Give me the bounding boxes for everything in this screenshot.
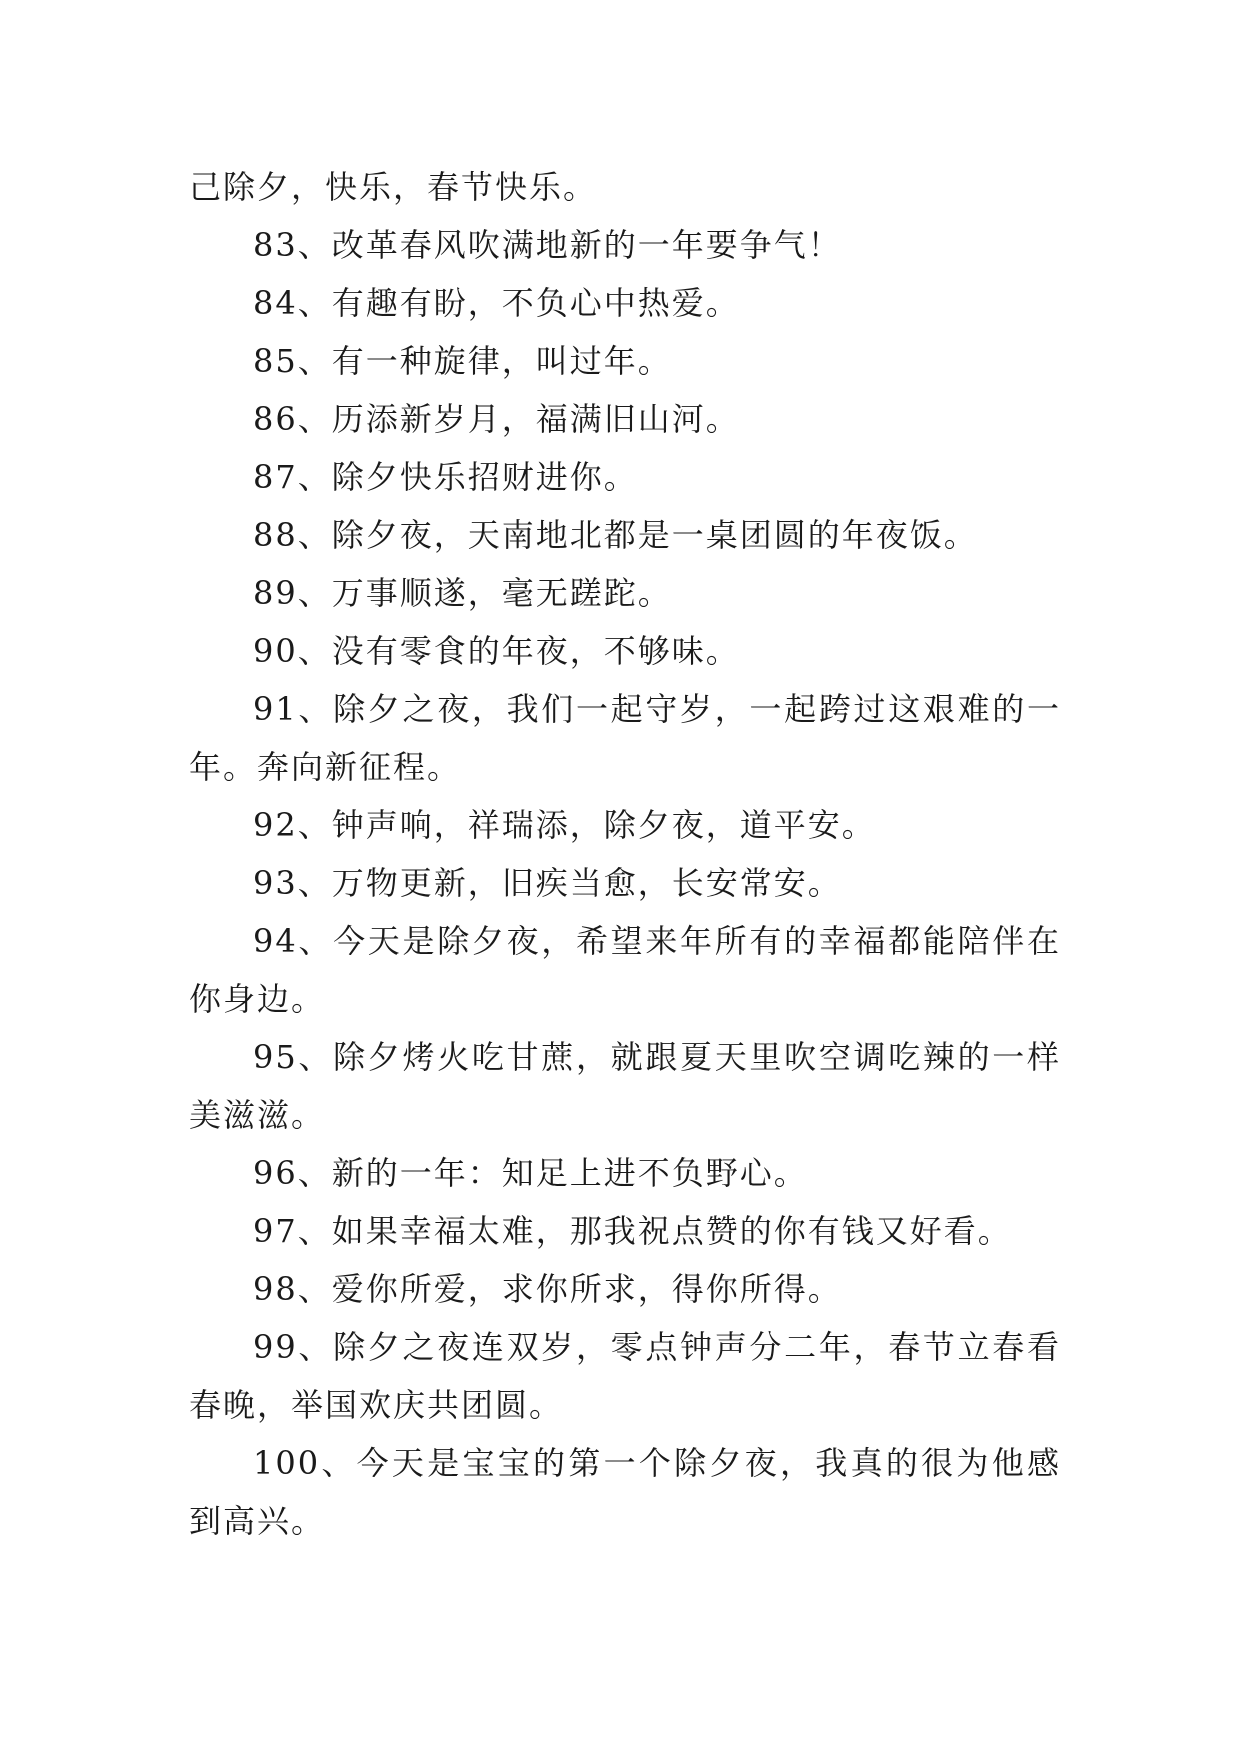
paragraph-continued: 己除夕，快乐，春节快乐。 (189, 168, 598, 206)
paragraph-88: 88、除夕夜，天南地北都是一桌团圆的年夜饭。 (253, 516, 978, 554)
paragraph-95: 95、除夕烤火吃甘蔗，就跟夏天里吹空调吃辣的一样美滋滋。 (189, 1038, 1061, 1134)
paragraph-89: 89、万事顺遂，毫无蹉跎。 (253, 574, 672, 612)
paragraph-99: 99、除夕之夜连双岁，零点钟声分二年，春节立春看春晚，举国欢庆共团圆。 (189, 1328, 1061, 1424)
paragraph-98: 98、爱你所爱，求你所求，得你所得。 (253, 1270, 842, 1308)
paragraph-100: 100、今天是宝宝的第一个除夕夜，我真的很为他感到高兴。 (189, 1444, 1061, 1540)
paragraph-86: 86、历添新岁月，福满旧山河。 (253, 400, 740, 438)
paragraph-96: 96、新的一年：知足上进不负野心。 (253, 1154, 808, 1192)
paragraph-94: 94、今天是除夕夜，希望来年所有的幸福都能陪伴在你身边。 (189, 922, 1061, 1018)
paragraph-84: 84、有趣有盼，不负心中热爱。 (253, 284, 740, 322)
paragraph-87: 87、除夕快乐招财进你。 (253, 458, 638, 496)
paragraph-83: 83、改革春风吹满地新的一年要争气！ (253, 226, 842, 264)
paragraph-91: 91、除夕之夜，我们一起守岁，一起跨过这艰难的一年。奔向新征程。 (189, 690, 1061, 786)
paragraph-92: 92、钟声响，祥瑞添，除夕夜，道平安。 (253, 806, 876, 844)
document-body (189, 158, 1061, 1550)
paragraph-93: 93、万物更新，旧疾当愈，长安常安。 (253, 864, 842, 902)
paragraph-97: 97、如果幸福太难，那我祝点赞的你有钱又好看。 (253, 1212, 1012, 1250)
paragraph-85: 85、有一种旋律，叫过年。 (253, 342, 672, 380)
paragraph-90: 90、没有零食的年夜，不够味。 (253, 632, 740, 670)
